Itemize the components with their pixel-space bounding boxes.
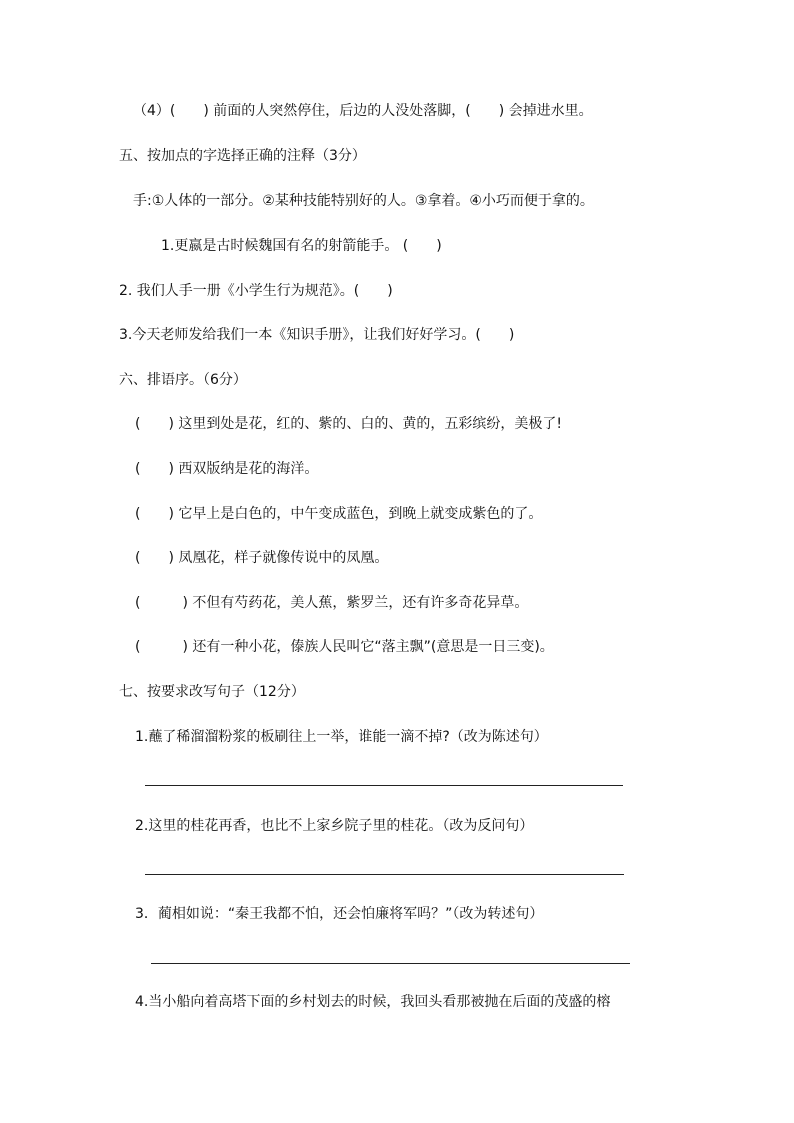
question-4-4: （4）( ) 前面的人突然停住，后边的人没处落脚，( ) 会掉进水里。 [133,103,593,119]
section-5-title: 五、按加点的字选择正确的注释（3分） [119,148,366,164]
section-6-sentence-f: ( ) 还有一种小花，傣族人民叫它“落主飘”(意思是一日三变)。 [135,639,554,655]
section-7-question-2: 2.这里的桂花再香，也比不上家乡院子里的桂花。（改为反问句） [135,818,534,834]
section-7-question-3: 3．蔺相如说：“秦王我都不怕，还会怕廉将军吗？”（改为转述句） [135,906,544,922]
answer-line-2[interactable] [145,874,624,875]
section-5-question-3: 3.今天老师发给我们一本《知识手册》，让我们好好学习。( ) [119,327,515,343]
section-5-question-2: 2. 我们人手一册《小学生行为规范》。( ) [119,283,393,299]
section-6-sentence-a: ( ) 这里到处是花，红的、紫的、白的、黄的，五彩缤纷，美极了! [135,416,562,432]
section-6-sentence-d: ( ) 凤凰花，样子就像传说中的凤凰。 [135,550,389,566]
section-7-question-4: 4.当小船向着高塔下面的乡村划去的时候，我回头看那被抛在后面的茂盛的榕 [135,994,611,1010]
answer-line-3[interactable] [151,963,630,964]
section-5-question-1: 1.更嬴是古时候魏国有名的射箭能手。 ( ) [161,238,442,254]
section-6-sentence-b: ( ) 西双版纳是花的海洋。 [135,461,319,477]
section-6-title: 六、排语序。（6分） [119,372,247,388]
answer-line-1[interactable] [145,785,623,786]
section-6-sentence-e: ( ) 不但有芍药花，美人蕉，紫罗兰，还有许多奇花异草。 [135,595,529,611]
section-6-sentence-c: ( ) 它早上是白色的，中午变成蓝色，到晚上就变成紫色的了。 [135,506,543,522]
section-5-definition: 手:①人体的一部分。②某种技能特别好的人。③拿着。④小巧而便于拿的。 [133,193,594,209]
section-7-question-1: 1.蘸了稀溜溜粉浆的板刷往上一举，谁能一滴不掉?（改为陈述句） [135,729,548,745]
section-7-title: 七、按要求改写句子（12分） [119,684,305,700]
